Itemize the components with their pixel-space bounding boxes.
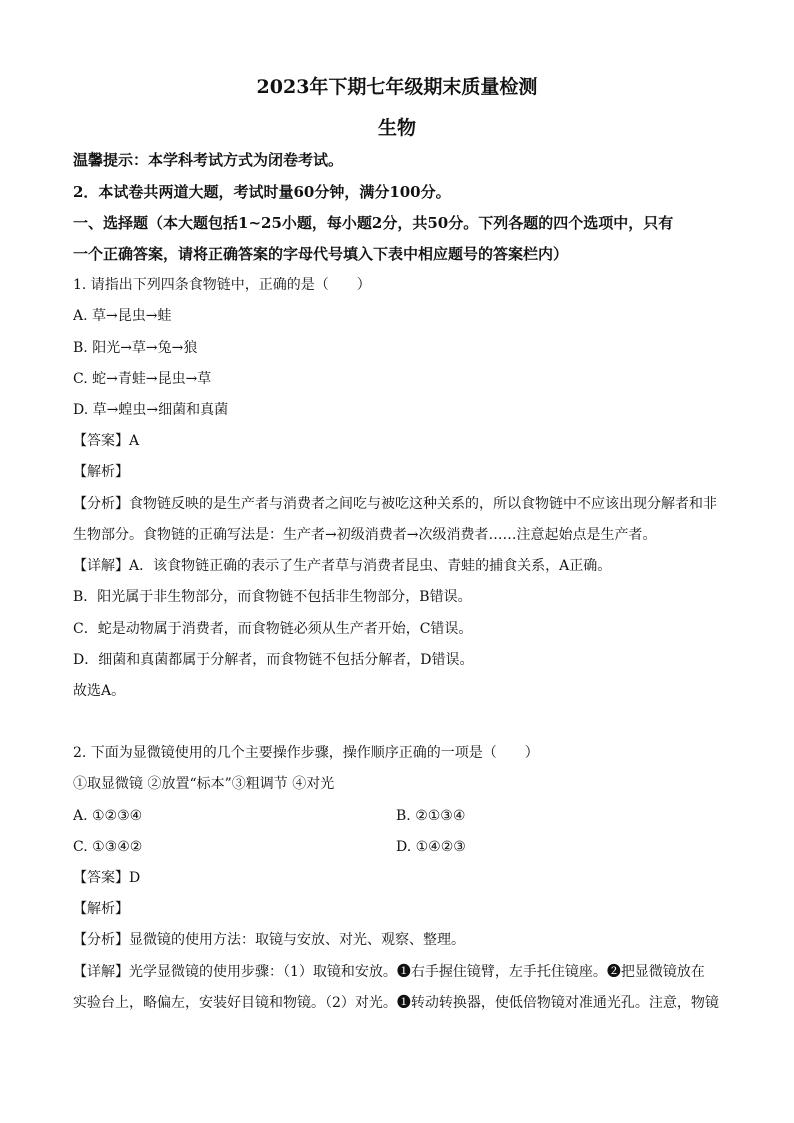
section-1-heading: 一、选择题（本大题包括1~25小题，每小题2分，共50分。下列各题的四个选项中，只有 xyxy=(73,214,674,232)
q1-fenxi-line2: 生物部分。食物链的正确写法是：生产者→初级消费者→次级消费者……注意起始点是生产者。 xyxy=(73,527,657,543)
subject-title: 生物 xyxy=(377,117,416,139)
q1-stem: 1. 请指出下列四条食物链中，正确的是（ ） xyxy=(73,277,371,293)
q1-option-d: D. 草→蝗虫→细菌和真菌 xyxy=(73,402,229,418)
q1-detail-a: 【详解】A．该食物链正确的表示了生产者草与消费者昆虫、青蛙的捕食关系，A正确。 xyxy=(73,558,612,574)
q2-option-b: B. ②①③④ xyxy=(396,808,466,824)
q1-option-b: B. 阳光→草→兔→狼 xyxy=(73,340,198,356)
q1-analysis-label: 【解析】 xyxy=(73,464,129,480)
q2-detail-line1: 【详解】光学显微镜的使用步骤：（1）取镜和安放。❶右手握住镜臂，左手托住镜座。❷把显微镜放在 xyxy=(73,964,705,980)
q2-option-a: A. ①②③④ xyxy=(73,808,143,824)
q2-fenxi: 【分析】显微镜的使用方法：取镜与安放、对光、观察、整理。 xyxy=(73,932,465,948)
q2-answer: 【答案】D xyxy=(73,870,141,886)
q1-detail-d: D．细菌和真菌都属于分解者，而食物链不包括分解者，D错误。 xyxy=(73,652,474,668)
section-1-heading-cont: 一个正确答案，请将正确答案的字母代号填入下表中相应题号的答案栏内） xyxy=(73,245,569,263)
q1-detail-b: B．阳光属于非生物部分，而食物链不包括非生物部分，B错误。 xyxy=(73,589,472,605)
q2-option-d: D. ①④②③ xyxy=(396,839,466,855)
q1-conclusion: 故选A。 xyxy=(73,683,126,699)
q1-fenxi-line1: 【分析】食物链反映的是生产者与消费者之间吃与被吃这种关系的，所以食物链中不应该出现分解者和非 xyxy=(73,496,717,512)
q1-option-c: C. 蛇→青蛙→昆虫→草 xyxy=(73,371,212,387)
q2-analysis-label: 【解析】 xyxy=(73,901,129,917)
exam-tip: 温馨提示：本学科考试方式为闭卷考试。 xyxy=(73,151,344,169)
q1-answer: 【答案】A xyxy=(73,433,140,449)
exam-title: 2023年下期七年级期末质量检测 xyxy=(256,76,538,98)
q2-option-c: C. ①③④② xyxy=(73,839,143,855)
exam-rule-2: 2．本试卷共两道大题，考试时量60分钟，满分100分。 xyxy=(73,183,451,201)
q1-option-a: A. 草→昆虫→蛙 xyxy=(73,308,172,324)
q1-detail-c: C．蛇是动物属于消费者，而食物链必须从生产者开始，C错误。 xyxy=(73,621,473,637)
q2-stem: 2. 下面为显微镜使用的几个主要操作步骤，操作顺序正确的一项是（ ） xyxy=(73,745,539,761)
q2-detail-line2: 实验台上，略偏左，安装好目镜和物镜。（2）对光。❶转动转换器，使低倍物镜对准通光孔。注意，物镜 xyxy=(73,995,719,1011)
q2-steps: ①取显微镜 ②放置“标本”③粗调节 ④对光 xyxy=(73,776,335,792)
